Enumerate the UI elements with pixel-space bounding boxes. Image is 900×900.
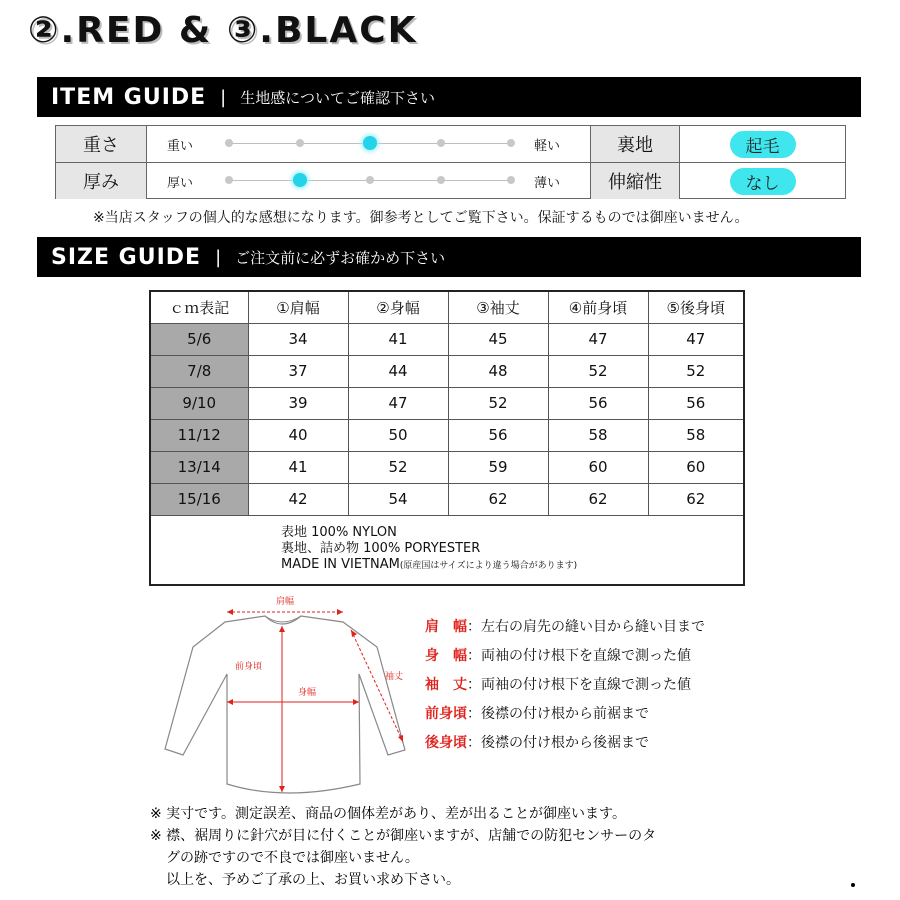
- item-guide-note: ※当店スタッフの個人的な感想になります。御参考としてご覧下さい。保証するものでは御座いません。: [93, 210, 749, 226]
- scale-dot: [225, 139, 233, 147]
- column-header: ｃｍ表記: [150, 291, 248, 323]
- size-cell: 5/6: [150, 323, 248, 355]
- table-cell: 42: [248, 483, 348, 515]
- table-cell: 60: [548, 451, 648, 483]
- origin-text: MADE IN VIETNAM: [281, 557, 400, 573]
- scale-dot: [437, 139, 445, 147]
- right-value: [680, 126, 845, 162]
- table-row: [150, 419, 744, 451]
- value-pill: なし: [730, 168, 796, 195]
- table-cell: 44: [348, 355, 448, 387]
- bullet-dot: [851, 883, 855, 887]
- scale-dot: [225, 176, 233, 184]
- definition-key: 袖 丈: [425, 677, 467, 693]
- material-line: [281, 557, 743, 574]
- size-table: [149, 290, 745, 586]
- table-row: [150, 483, 744, 515]
- table-cell: 47: [548, 323, 648, 355]
- table-cell: 47: [348, 387, 448, 419]
- definition-item: [425, 729, 705, 758]
- measurement-definitions: [425, 613, 705, 758]
- footer-note-line: 以上を、予めご了承の上、お買い求め下さい。: [166, 872, 460, 888]
- chest-label: 身幅: [297, 688, 317, 698]
- definition-item: [425, 671, 705, 700]
- table-cell: 59: [448, 451, 548, 483]
- footer-note-line: ※ 襟、裾周りに針穴が目に付くことが御座いますが、店舗での防犯センサーのタ: [150, 828, 657, 844]
- item-guide-subtitle: 生地感についてご確認下さい: [240, 88, 435, 107]
- size-guide-heading: SIZE GUIDE: [51, 244, 202, 270]
- table-cell: 47: [648, 323, 744, 355]
- shoulder-label: 肩幅: [275, 597, 295, 607]
- size-guide-header: [37, 237, 861, 277]
- size-table-header: [150, 291, 744, 323]
- material-row: [150, 515, 744, 585]
- fabric-row-thickness: [56, 163, 845, 199]
- table-cell: 50: [348, 419, 448, 451]
- table-cell: 48: [448, 355, 548, 387]
- table-cell: 39: [248, 387, 348, 419]
- definition-key: 肩 幅: [425, 619, 467, 635]
- table-cell: 45: [448, 323, 548, 355]
- column-header: ②身幅: [348, 291, 448, 323]
- right-label: 伸縮性: [590, 163, 680, 199]
- definition-key: 前身頃: [425, 706, 467, 722]
- table-cell: 52: [648, 355, 744, 387]
- table-cell: 56: [548, 387, 648, 419]
- table-cell: 56: [648, 387, 744, 419]
- item-guide-table: [55, 125, 846, 199]
- row-label: 厚み: [56, 163, 147, 199]
- scale-dot-selected: [363, 136, 377, 150]
- definition-item: [425, 642, 705, 671]
- table-cell: 37: [248, 355, 348, 387]
- scale-low-label: 厚い: [167, 175, 194, 191]
- value-pill: 起毛: [730, 131, 796, 158]
- material-info: [150, 515, 744, 585]
- definition-text: ：両袖の付け根下を直線で測った値: [467, 648, 691, 664]
- table-cell: 62: [548, 483, 648, 515]
- scale-dot: [366, 176, 374, 184]
- origin-note: (原産国はサイズにより違う場合があります): [399, 561, 578, 572]
- fabric-row-weight: [56, 126, 845, 163]
- page-title: ②.RED & ③.BLACK: [28, 10, 418, 51]
- item-guide-header: [37, 77, 861, 117]
- footer-note-line: ※ 実寸です。測定誤差、商品の個体差があり、差が出ることが御座います。: [150, 806, 626, 822]
- size-cell: 15/16: [150, 483, 248, 515]
- definition-key: 後身頃: [425, 735, 467, 751]
- size-cell: 7/8: [150, 355, 248, 387]
- footer-note-line: グの跡ですので不良では御座いません。: [166, 850, 419, 866]
- table-cell: 41: [248, 451, 348, 483]
- scale-high-label: 薄い: [534, 175, 561, 191]
- table-cell: 62: [648, 483, 744, 515]
- scale-dot: [507, 176, 515, 184]
- table-cell: 58: [648, 419, 744, 451]
- table-row: [150, 355, 744, 387]
- column-header: ④前身頃: [548, 291, 648, 323]
- table-row: [150, 387, 744, 419]
- scale-dot: [507, 139, 515, 147]
- table-cell: 34: [248, 323, 348, 355]
- item-guide-separator: |: [220, 86, 227, 108]
- table-cell: 52: [448, 387, 548, 419]
- definition-text: ：後襟の付け根から前裾まで: [467, 706, 649, 722]
- table-cell: 60: [648, 451, 744, 483]
- row-label: 重さ: [56, 126, 147, 162]
- table-cell: 41: [348, 323, 448, 355]
- table-cell: 54: [348, 483, 448, 515]
- definition-item: [425, 700, 705, 729]
- jacket-outline: [165, 616, 405, 793]
- definition-key: 身 幅: [425, 648, 467, 664]
- definition-text: ：左右の肩先の縫い目から縫い目まで: [467, 619, 705, 635]
- right-value: [680, 163, 845, 199]
- material-line: 表地 100% NYLON: [281, 525, 397, 541]
- table-cell: 62: [448, 483, 548, 515]
- jacket-measurement-diagram: [155, 592, 415, 800]
- table-cell: 52: [348, 451, 448, 483]
- size-guide-subtitle: ご注文前に必ずお確かめ下さい: [235, 248, 446, 267]
- table-row: [150, 451, 744, 483]
- column-header: ③袖丈: [448, 291, 548, 323]
- size-cell: 13/14: [150, 451, 248, 483]
- material-line: 裏地、詰め物 100% PORYESTER: [281, 541, 481, 557]
- size-cell: 11/12: [150, 419, 248, 451]
- scale-dot: [437, 176, 445, 184]
- scale-dot-selected: [293, 173, 307, 187]
- scale-low-label: 重い: [167, 138, 194, 154]
- scale-high-label: 軽い: [534, 138, 561, 154]
- table-cell: 52: [548, 355, 648, 387]
- table-row: [150, 323, 744, 355]
- table-cell: 40: [248, 419, 348, 451]
- size-guide-separator: |: [215, 246, 222, 268]
- column-header: ①肩幅: [248, 291, 348, 323]
- arrow-head: [227, 609, 233, 615]
- size-cell: 9/10: [150, 387, 248, 419]
- definition-item: [425, 613, 705, 642]
- footer-notes: [150, 803, 656, 891]
- scale-dot: [296, 139, 304, 147]
- front-length-label: 前身頃: [235, 662, 263, 672]
- column-header: ⑤後身頃: [648, 291, 744, 323]
- table-cell: 58: [548, 419, 648, 451]
- right-label: 裏地: [590, 126, 680, 162]
- arrow-head: [337, 609, 343, 615]
- sleeve-label: 袖丈: [385, 672, 404, 682]
- table-cell: 56: [448, 419, 548, 451]
- definition-text: ：両袖の付け根下を直線で測った値: [467, 677, 691, 693]
- item-guide-heading: ITEM GUIDE: [51, 84, 207, 110]
- definition-text: ：後襟の付け根から後裾まで: [467, 735, 649, 751]
